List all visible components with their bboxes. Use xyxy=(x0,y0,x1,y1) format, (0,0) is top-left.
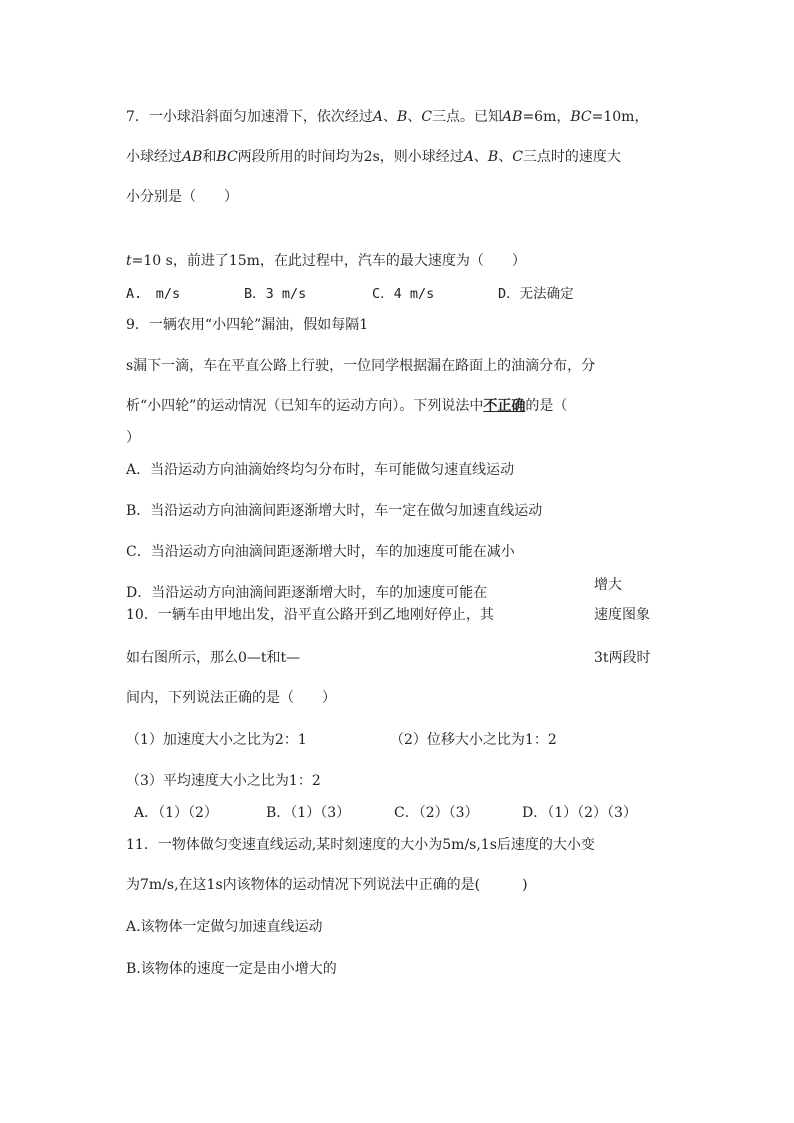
q9-option-a: A．当沿运动方向油滴始终均匀分布时，车可能做匀速直线运动 xyxy=(126,462,515,478)
emphasis-not-correct: 不正确 xyxy=(483,398,526,414)
point-b: B xyxy=(397,109,408,125)
q11-line-1: 11．一物体做匀变速直线运动,某时刻速度的大小为5m/s,1s后速度的大小变 xyxy=(126,837,595,853)
q7-text: =10m， xyxy=(591,109,649,125)
separator: 、 xyxy=(407,109,422,125)
q8-option-b: B．3 m/s xyxy=(244,286,307,302)
segment-ab: AB xyxy=(502,109,523,125)
q11-line-2: 为7m/s,在这1s内该物体的运动情况下列说法中正确的是( ) xyxy=(126,877,528,893)
q7-text: 两段所用的时间均为2s，则小球经过 xyxy=(237,149,464,165)
q7-text: 7．一小球沿斜面匀加速滑下，依次经过 xyxy=(126,109,373,125)
point-c: C xyxy=(421,109,433,125)
separator: 、 xyxy=(473,149,488,165)
q7-line-2 xyxy=(126,148,621,166)
q7-text: =6m， xyxy=(522,109,571,125)
q9-line-3 xyxy=(126,397,567,415)
q8-option-a: A. m/s xyxy=(126,286,181,302)
q10-option-d: D．（1）（2）（3） xyxy=(522,805,637,821)
q9-line-2: s漏下一滴，车在平直公路上行驶，一位同学根据漏在路面上的油滴分布，分 xyxy=(126,358,596,374)
q9-text: 析“小四轮”的运动情况（已知车的运动方向）。下列说法中 xyxy=(126,398,484,414)
q7-text: 小球经过 xyxy=(126,149,182,165)
q10-statement-2: （2）位移大小之比为1：2 xyxy=(390,732,557,748)
q10-line-2-right: 3t两段时 xyxy=(594,650,651,666)
q7-line-1 xyxy=(126,108,648,126)
separator: 、 xyxy=(383,109,398,125)
q11-option-a: A.该物体一定做匀加速直线运动 xyxy=(126,919,323,935)
q10-line-1-right: 速度图象 xyxy=(594,607,650,623)
q9-option-d: D．当沿运动方向油滴间距逐渐增大时，车的加速度可能在 xyxy=(126,585,488,601)
point-a: A xyxy=(463,149,474,165)
point-b: B xyxy=(487,149,499,165)
q9-option-c: C．当沿运动方向油滴间距逐渐增大时，车的加速度可能在减小 xyxy=(126,544,515,560)
q11-option-b: B.该物体的速度一定是由小增大的 xyxy=(126,961,337,977)
q9-option-b: B．当沿运动方向油滴间距逐渐增大时，车一定在做匀加速直线运动 xyxy=(126,503,543,519)
q8-stem xyxy=(126,252,526,270)
q9-text: 的是（ xyxy=(525,398,568,414)
q10-statement-1: （1）加速度大小之比为2：1 xyxy=(126,732,307,748)
q10-line-3: 间内，下列说法正确的是（ ） xyxy=(126,690,336,706)
point-c: C xyxy=(512,149,523,165)
q10-options xyxy=(126,804,666,822)
q8-option-c: C．4 m/s xyxy=(372,286,435,302)
q7-text: 三点时的速度大 xyxy=(522,149,621,165)
q9-option-d-tail: 增大 xyxy=(594,577,622,593)
q8-options xyxy=(126,285,646,303)
q10-option-c: C．（2）（3） xyxy=(394,805,479,821)
q8-text: =10 s，前进了15m，在此过程中，汽车的最大速度为（ ） xyxy=(131,253,526,269)
q7-line-3: 小分别是（ ） xyxy=(126,189,238,205)
q7-text: 和 xyxy=(202,149,217,165)
point-a: A xyxy=(372,109,384,125)
segment-ab: AB xyxy=(182,149,203,165)
q10-line-1: 10．一辆车由甲地出发，沿平直公路开到乙地刚好停止，其 xyxy=(126,607,494,623)
q10-option-b: B．（1）（3） xyxy=(266,805,351,821)
q8-option-d: D．无法确定 xyxy=(498,286,574,302)
q7-text: 三点。已知 xyxy=(432,109,503,125)
q10-option-a: A．（1）（2） xyxy=(134,805,218,821)
time-symbol: t xyxy=(126,253,132,269)
separator: 、 xyxy=(498,149,513,165)
q9-line-4: ） xyxy=(126,430,140,446)
q10-line-2: 如右图所示，那么0—t和t— xyxy=(126,650,301,666)
q9-line-1: 9．一辆农用“小四轮”漏油，假如每隔1 xyxy=(126,317,369,333)
segment-bc: BC xyxy=(216,149,238,165)
q10-statement-3: （3）平均速度大小之比为1：2 xyxy=(126,773,321,789)
segment-bc: BC xyxy=(570,109,592,125)
